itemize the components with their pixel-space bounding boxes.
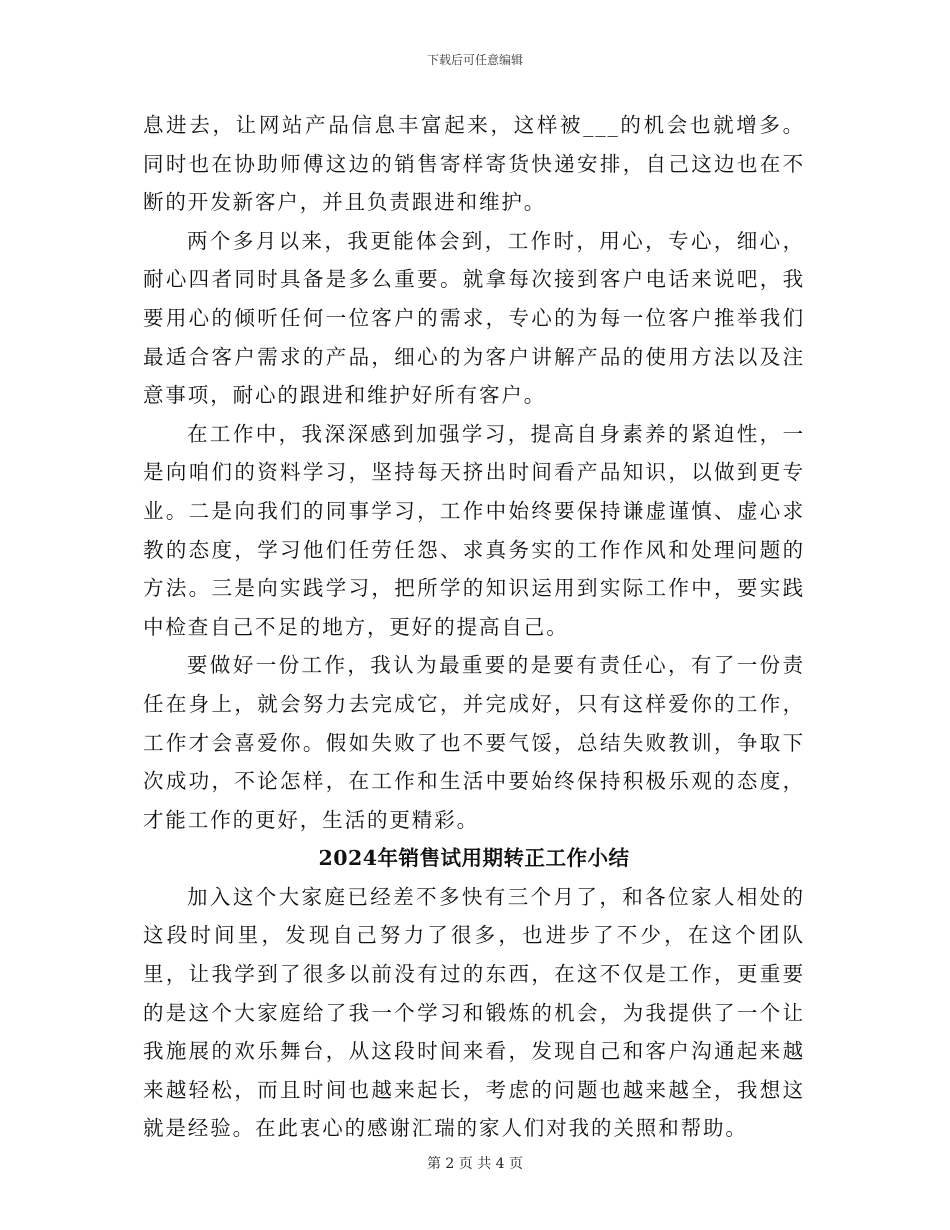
page-footer: 第 2 页 共 4 页 bbox=[426, 1156, 524, 1172]
page-header: 下载后可任意编辑 bbox=[426, 53, 523, 67]
paragraph-responsibility: 要做好一份工作，我认为最重要的是要有责任心，有了一份责任在身上，就会努力去完成它，并完成好，只有这样爱你的工作，工作才会喜爱你。假如失败了也不要气馁，总结失败教训，争取下次成功，不论怎样，在工作和生活中要始终保持积极乐观的态度，才能工作的更好，生活的更精彩。 bbox=[143, 653, 805, 832]
paragraph-learning: 在工作中，我深深感到加强学习，提高自身素养的紧迫性，一是向咱们的资料学习，坚持每天挤出时间看产品知识，以做到更专业。二是向我们的同事学习，工作中始终要保持谦虚谨慎、虚心求教的态度，学习他们任劳任怨、求真务实的工作作风和处理问题的方法。三是向实践学习，把所学的知识运用到实际工作中，要实践中检查自己不足的地方，更好的提高自己。 bbox=[143, 421, 805, 639]
section-title: 2024年销售试用期转正工作小结 bbox=[318, 846, 630, 871]
paragraph-work-attitude: 两个多月以来，我更能体会到，工作时，用心，专心，细心，耐心四者同时具备是多么重要。就拿每次接到客户电话来说吧，我要用心的倾听任何一位客户的需求，专心的为每一位客户推举我们最适合客户需求的产品，细心的为客户讲解产品的使用方法以及注意事项，耐心的跟进和维护好所有客户。 bbox=[143, 228, 805, 408]
paragraph-section-intro: 加入这个大家庭已经差不多快有三个月了，和各位家人相处的这段时间里，发现自己努力了很多，也进步了不少，在这个团队里，让我学到了很多以前没有过的东西，在这不仅是工作，更重要的是这个大家庭给了我一个学习和锻炼的机会，为我提供了一个让我施展的欢乐舞台，从这段时间来看，发现自己和客户沟通起来越来越轻松，而且时间也越来起长，考虑的问题也越来越全，我想这就是经验。在此衷心的感谢汇瑞的家人们对我的关照和帮助。 bbox=[143, 884, 805, 1141]
paragraph-continued: 息进去，让网站产品信息丰富起来，这样被___的机会也就增多。同时也在协助师傅这边的销售寄样寄货快递安排，自己这边也在不断的开发新客户，并且负责跟进和维护。 bbox=[143, 113, 805, 215]
document-body bbox=[143, 106, 805, 1148]
